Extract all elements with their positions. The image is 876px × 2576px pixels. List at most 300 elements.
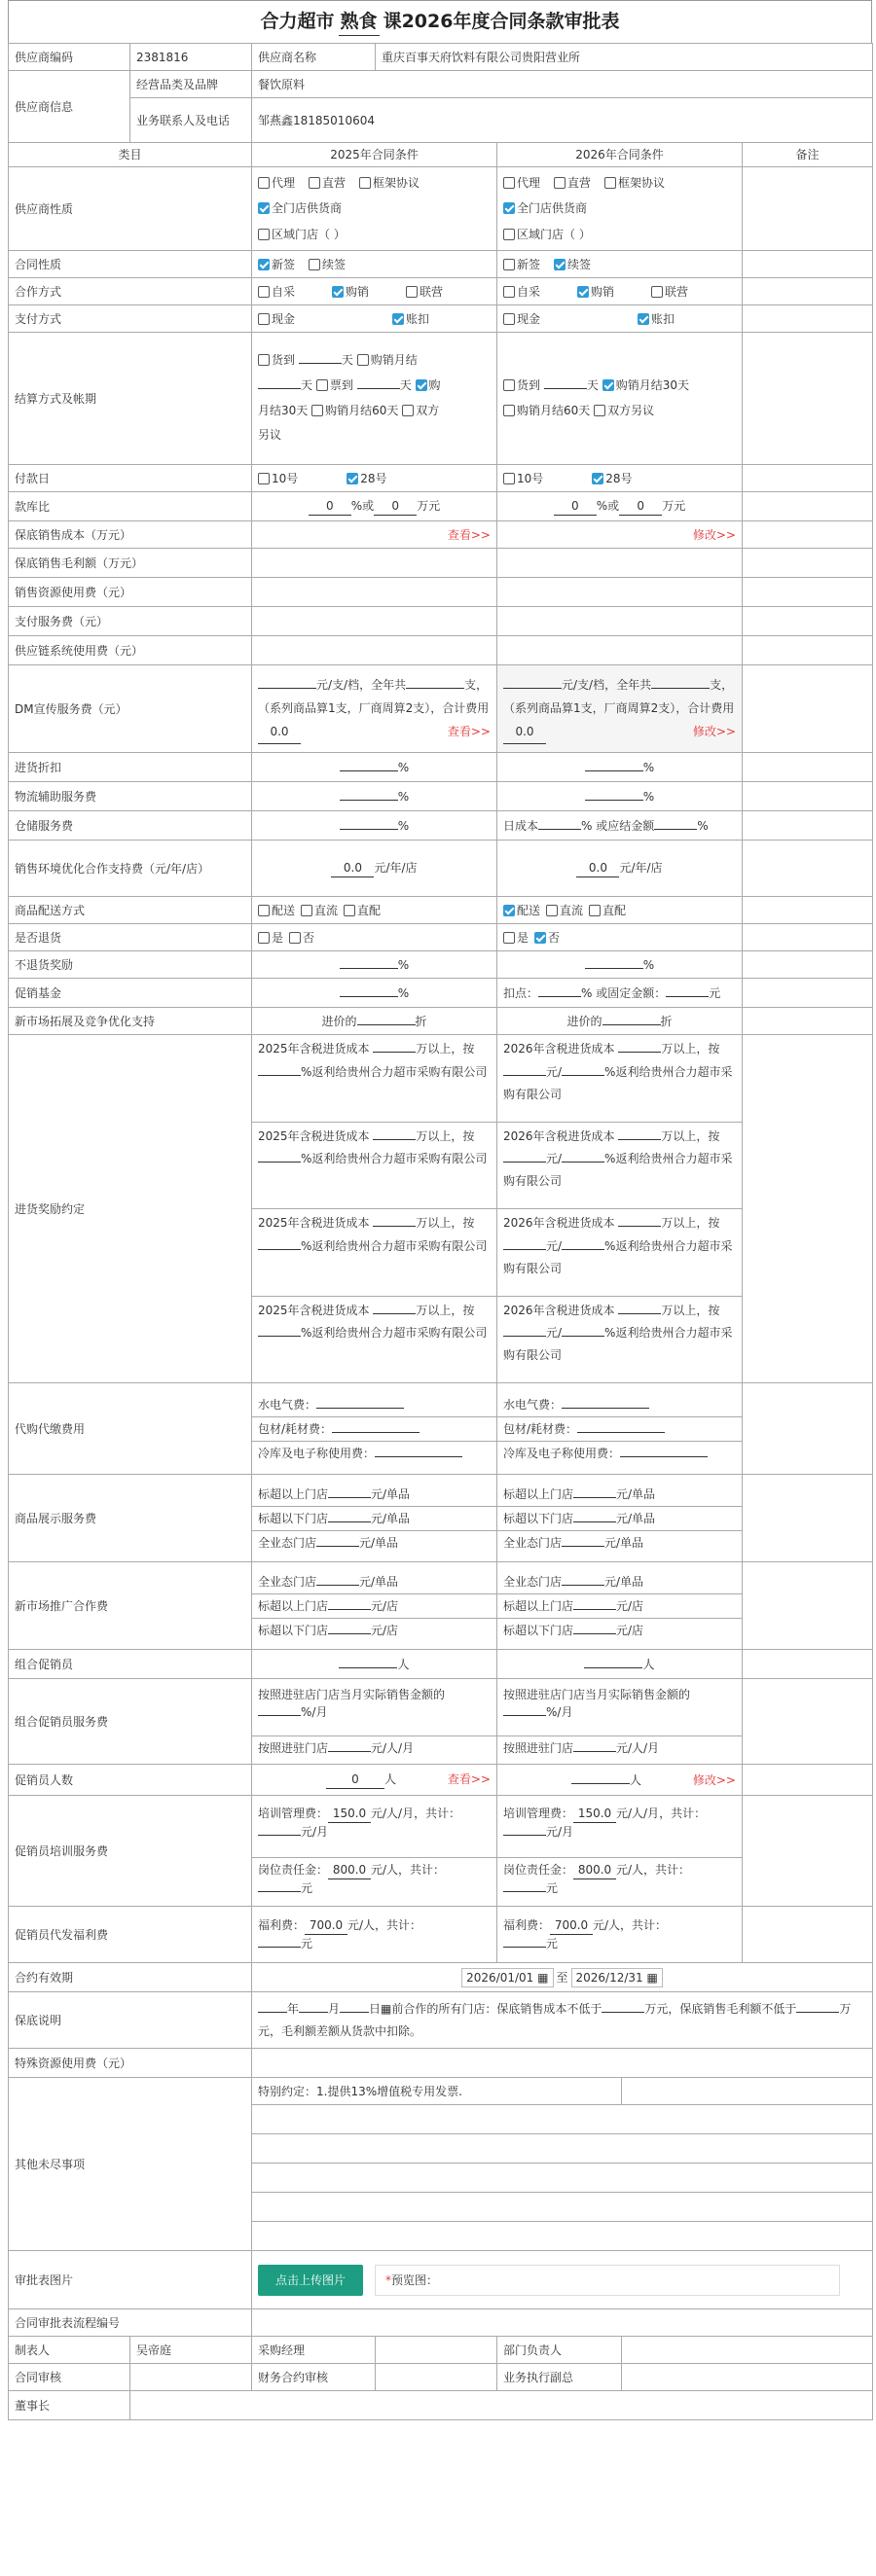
checkbox-checked-icon[interactable] [347, 473, 358, 484]
agency-label: 代购代缴费用 [9, 1383, 252, 1475]
checkbox-icon[interactable] [309, 259, 320, 270]
cell-2026[interactable] [497, 636, 743, 665]
opt-region: 区域门店（ ） [517, 227, 591, 241]
settle-b: 天 [341, 353, 353, 368]
supplier-name: 重庆百事天府饮料有限公司贵阳营业所 [376, 44, 873, 71]
other-line[interactable] [252, 2164, 873, 2193]
day-input[interactable] [340, 2012, 369, 2013]
checkbox-icon[interactable] [406, 286, 418, 298]
gf-row [252, 1683, 496, 1736]
remark-cell[interactable] [743, 492, 873, 521]
dept-head-sign[interactable] [622, 2337, 873, 2364]
rb-d: %返利给贵州合力超市采购有限公司 [503, 1152, 733, 1189]
upload-button[interactable]: 点击上传图片 [258, 2265, 363, 2296]
amount-input[interactable] [373, 1226, 416, 1227]
fee-input[interactable]: 700.0 [305, 1916, 347, 1935]
fee-input[interactable] [577, 1432, 665, 1433]
fee-input[interactable]: 800.0 [573, 1861, 616, 1879]
opt-d28: 28号 [360, 471, 387, 485]
remark-cell[interactable] [743, 782, 873, 811]
fee-input[interactable]: 800.0 [328, 1861, 371, 1879]
amount-input[interactable]: 0 [374, 497, 417, 516]
remark-cell[interactable] [743, 305, 873, 333]
wh-b: % 或应结金额 [581, 818, 655, 833]
opt-frame: 框架协议 [373, 176, 420, 190]
gn-f: 万元，毛利额差额从货款中扣除。 [258, 2001, 852, 2038]
checkbox-icon[interactable] [258, 229, 270, 240]
amount-input[interactable] [618, 1226, 661, 1227]
other-line[interactable] [252, 2105, 873, 2134]
remark-cell[interactable] [743, 1796, 873, 1907]
guarantee-cost-2025 [252, 521, 497, 549]
fee-input[interactable] [316, 1546, 359, 1547]
valid-sep: 至 [556, 1970, 568, 1985]
checkbox-icon[interactable] [311, 405, 323, 416]
nm-b: 折 [660, 1014, 673, 1028]
finance-sign[interactable] [376, 2364, 497, 2391]
amount-input[interactable] [618, 1139, 661, 1140]
tr-b: 元/人/月，共计： [371, 1807, 461, 1821]
amount-input[interactable] [654, 829, 697, 830]
checkbox-icon[interactable] [258, 313, 270, 325]
pct-input[interactable] [585, 800, 643, 801]
remark-cell[interactable] [743, 636, 873, 665]
checkbox-icon[interactable] [402, 405, 414, 416]
fee-input[interactable] [620, 1456, 708, 1457]
rb-c: 元/ [546, 1064, 563, 1079]
display-row [497, 1483, 742, 1507]
total-input[interactable] [258, 1947, 301, 1948]
payday-2026 [497, 465, 743, 492]
checkbox-icon[interactable] [359, 177, 371, 189]
fee-input[interactable] [332, 1432, 420, 1433]
checkbox-icon[interactable] [301, 905, 312, 916]
remark-cell[interactable] [743, 1562, 873, 1650]
view-link[interactable]: 查看>> [447, 725, 491, 739]
pct-input[interactable] [340, 770, 398, 771]
start-date-input[interactable] [461, 1968, 553, 1987]
fee-input[interactable] [328, 1633, 371, 1634]
remark-cell[interactable] [743, 251, 873, 278]
count-input[interactable] [584, 1667, 642, 1668]
tr-d: 岗位责任金： [503, 1863, 574, 1878]
ratio-input[interactable]: 0 [309, 497, 351, 516]
amount-input[interactable] [618, 1052, 661, 1053]
pct-input[interactable] [258, 1162, 301, 1163]
days-input[interactable] [544, 388, 587, 389]
fee-input[interactable]: 150.0 [573, 1805, 616, 1823]
fee-input[interactable]: 150.0 [328, 1805, 371, 1823]
gf-b: %/月 [301, 1705, 328, 1720]
stock-ratio-2025 [252, 492, 497, 521]
np-b: 元/单品 [604, 1574, 644, 1589]
remark-cell[interactable] [743, 465, 873, 492]
rebate-tier [497, 1123, 742, 1210]
checkbox-icon[interactable] [258, 286, 270, 298]
opt-d28: 28号 [605, 471, 633, 485]
person-unit: 人 [642, 1657, 655, 1671]
fee-input[interactable] [573, 1633, 616, 1634]
guarantee-margin-label: 保底销售毛利额（万元） [9, 549, 252, 578]
remark-cell[interactable] [743, 1008, 873, 1035]
checkbox-icon[interactable] [258, 932, 270, 944]
fee-input[interactable] [316, 1408, 404, 1409]
remark-cell[interactable] [743, 897, 873, 924]
checkbox-icon[interactable] [316, 379, 328, 391]
rb-a: 2025年含税进货成本 [258, 1216, 370, 1231]
opt-directdel: 直配 [602, 903, 627, 917]
payday-label: 付款日 [9, 465, 252, 492]
other-line[interactable] [252, 2134, 873, 2164]
rb-b: 万以上，按 [661, 1303, 720, 1317]
pct-input[interactable] [562, 1162, 604, 1163]
days-input[interactable] [357, 388, 400, 389]
cell-2025[interactable] [252, 549, 497, 578]
guarantee-note-label: 保底说明 [9, 1992, 252, 2049]
opt-deduct: 账扣 [406, 311, 430, 326]
checkbox-icon[interactable] [503, 932, 515, 944]
np-a: 全业态门店 [503, 1574, 563, 1589]
gf-row [497, 1736, 742, 1760]
checkbox-icon[interactable] [554, 177, 566, 189]
rb-c: %返利给贵州合力超市采购有限公司 [301, 1326, 488, 1341]
remark-cell[interactable] [743, 167, 873, 251]
opt-directdel: 直配 [357, 903, 382, 917]
maker-name: 吴帝庭 [130, 2337, 252, 2364]
end-date-input[interactable] [571, 1968, 663, 1987]
dp-a: 标超以上门店 [503, 1486, 574, 1501]
total-input[interactable]: 0.0 [258, 720, 301, 744]
discount-input[interactable] [357, 1024, 416, 1025]
pct-input[interactable] [538, 996, 581, 997]
checkbox-checked-icon[interactable] [258, 202, 270, 214]
remark-cell[interactable] [743, 811, 873, 841]
checkbox-icon[interactable] [546, 905, 558, 916]
modify-link[interactable]: 修改>> [692, 725, 736, 739]
env-input[interactable]: 0.0 [331, 859, 374, 877]
pct-input[interactable] [258, 1249, 301, 1250]
remark-cell[interactable] [743, 1475, 873, 1562]
remark-cell[interactable] [743, 665, 873, 753]
rb-b: 万以上，按 [416, 1303, 475, 1317]
dp-c: 标超以下门店 [258, 1511, 329, 1525]
checkbox-icon[interactable] [589, 905, 601, 916]
price-input[interactable] [503, 1336, 546, 1337]
days-input[interactable] [258, 388, 301, 389]
count-input[interactable] [571, 1783, 630, 1784]
remark-cell[interactable] [743, 1035, 873, 1383]
checkbox-icon[interactable] [357, 354, 369, 366]
fee-input[interactable] [328, 1497, 371, 1498]
ag-b: 包材/耗材费： [258, 1421, 333, 1436]
discount-2026 [497, 753, 743, 782]
fee-input[interactable] [562, 1546, 604, 1547]
cell-2026[interactable] [497, 607, 743, 636]
settle-d: 购销月结60天 [517, 403, 591, 417]
checkbox-icon[interactable] [309, 177, 320, 189]
gf-b: %/月 [546, 1705, 573, 1720]
checkbox-icon[interactable] [604, 177, 616, 189]
checkbox-icon[interactable] [651, 286, 663, 298]
checkbox-checked-icon[interactable] [602, 379, 614, 391]
tr-b: 元/人/月，共计： [616, 1807, 707, 1821]
settle-d: 天 [301, 377, 313, 392]
fee-input[interactable] [328, 1609, 371, 1610]
remark-cell[interactable] [743, 578, 873, 607]
cell-2025[interactable] [252, 636, 497, 665]
contact-label: 业务联系人及电话 [130, 98, 252, 143]
checkbox-checked-icon[interactable] [332, 286, 344, 298]
chairman-sign[interactable] [130, 2391, 873, 2420]
checkbox-icon[interactable] [503, 473, 515, 484]
flow-value[interactable] [252, 2309, 873, 2337]
amount-input[interactable] [666, 996, 709, 997]
pct-input[interactable] [340, 829, 398, 830]
pct-input[interactable] [340, 968, 398, 969]
gn-b: 月 [328, 2001, 341, 2016]
checkbox-checked-icon[interactable] [592, 473, 603, 484]
price-input[interactable] [503, 1249, 546, 1250]
settle-a: 货到 [272, 353, 296, 368]
pct-input[interactable] [585, 770, 643, 771]
gn-c: 日 [369, 2001, 382, 2016]
days-input[interactable] [299, 363, 342, 364]
cell-2026[interactable] [497, 578, 743, 607]
ratio-mid: %或 [596, 499, 620, 514]
ag-b: 包材/耗材费： [503, 1421, 578, 1436]
fee-input[interactable] [375, 1456, 462, 1457]
price-input[interactable] [258, 688, 316, 689]
rebate-tier [497, 1209, 742, 1297]
wf-a: 福利费： [258, 1918, 306, 1933]
cost-input[interactable] [602, 2012, 644, 2013]
cell-2025[interactable] [252, 607, 497, 636]
pct-input[interactable] [340, 996, 398, 997]
discount-input[interactable] [602, 1024, 661, 1025]
settle-2025 [252, 333, 497, 465]
amount-input[interactable] [373, 1052, 416, 1053]
checkbox-checked-icon[interactable] [638, 313, 649, 325]
remark-cell[interactable] [743, 924, 873, 951]
count-input[interactable] [339, 1667, 397, 1668]
dp-b: 元/单品 [359, 1535, 399, 1550]
amount-input[interactable] [373, 1313, 416, 1314]
checkbox-icon[interactable] [503, 229, 515, 240]
chairman-label: 董事长 [9, 2391, 130, 2420]
discount-2025 [252, 753, 497, 782]
remark-cell[interactable] [743, 1679, 873, 1765]
remark-cell[interactable] [743, 1765, 873, 1796]
cell-2026[interactable] [497, 549, 743, 578]
buyer-sign[interactable] [376, 2337, 497, 2364]
checkbox-checked-icon[interactable] [503, 905, 515, 916]
remark-cell[interactable] [743, 951, 873, 979]
remark-cell[interactable] [743, 979, 873, 1008]
checkbox-icon[interactable] [503, 313, 515, 325]
amount-input[interactable] [373, 1139, 416, 1140]
other-line-1[interactable]: 特别约定：1.提供13%增值税专用发票. [252, 2078, 622, 2105]
checkbox-icon[interactable] [503, 405, 515, 416]
remark-cell[interactable] [743, 1907, 873, 1963]
checkbox-checked-icon[interactable] [554, 259, 566, 270]
other-line[interactable] [252, 2222, 873, 2251]
promo-fund-label: 促销基金 [9, 979, 252, 1008]
checkbox-checked-icon[interactable] [577, 286, 589, 298]
dp-d: 全业态门店 [258, 1535, 317, 1550]
remark-cell[interactable] [743, 521, 873, 549]
ratio-mid: %或 [350, 499, 375, 514]
opt-deduct: 账扣 [651, 311, 675, 326]
dm-t1: 元/支/档，全年共 [562, 678, 652, 693]
newmarket-label: 新市场拓展及竞争优化支持 [9, 1008, 252, 1035]
rb-c: %返利给贵州合力超市采购有限公司 [301, 1152, 488, 1166]
remark-cell[interactable] [743, 278, 873, 305]
checkbox-icon[interactable] [503, 286, 515, 298]
opt-new: 新签 [272, 257, 296, 271]
remark-cell[interactable] [743, 753, 873, 782]
total-input[interactable] [503, 1947, 546, 1948]
modify-link[interactable]: 修改>> [692, 527, 736, 542]
view-link[interactable]: 查看>> [447, 1772, 491, 1787]
other-line[interactable] [252, 2193, 873, 2222]
gf-c: 按照进驻门店 [258, 1741, 329, 1756]
checkbox-icon[interactable] [594, 405, 605, 416]
audit-sign[interactable] [130, 2364, 252, 2391]
title-blank-category[interactable]: 熟食 [339, 8, 380, 37]
remark-cell[interactable] [743, 333, 873, 465]
month-input[interactable] [299, 2012, 328, 2013]
pct-input[interactable] [538, 829, 581, 830]
checkbox-icon[interactable] [258, 354, 270, 366]
title-suffix: 课2026年度合同条款审批表 [383, 11, 620, 33]
np-row [497, 1594, 742, 1619]
view-link[interactable]: 查看>> [447, 527, 491, 542]
fee-input[interactable] [562, 1585, 604, 1586]
margin-input[interactable] [796, 2012, 839, 2013]
fee-input[interactable] [573, 1497, 616, 1498]
np-d: 元/店 [371, 1598, 399, 1613]
logistics-2025 [252, 782, 497, 811]
total-input[interactable]: 0.0 [503, 720, 546, 744]
checkbox-checked-icon[interactable] [503, 202, 515, 214]
pct-input[interactable] [258, 1336, 301, 1337]
calendar-icon[interactable]: ▦ [381, 2001, 392, 2016]
cell-2025[interactable] [252, 578, 497, 607]
rebate-tier [252, 1209, 496, 1297]
fee-input[interactable] [328, 1751, 371, 1752]
biz-vp-label: 业务执行副总 [497, 2364, 622, 2391]
other-line-1-extra[interactable] [622, 2078, 873, 2105]
staff-count-2025 [252, 1765, 497, 1796]
price-input[interactable] [503, 688, 562, 689]
total-input[interactable] [503, 1835, 546, 1836]
biz-vp-sign[interactable] [622, 2364, 873, 2391]
form-table [8, 43, 873, 2420]
checkbox-icon[interactable] [503, 379, 515, 391]
display-row [497, 1507, 742, 1531]
remark-cell[interactable] [743, 1383, 873, 1475]
checkbox-icon[interactable] [258, 473, 270, 484]
pct-input[interactable] [258, 1715, 301, 1716]
ratio-unit: 万元 [417, 499, 441, 514]
pct-sign: % [397, 789, 410, 804]
fee-input[interactable] [573, 1751, 616, 1752]
gf-a: 按照进驻店门店当月实际销售金额的 [503, 1688, 691, 1702]
checkbox-checked-icon[interactable] [392, 313, 404, 325]
checkbox-icon[interactable] [289, 932, 301, 944]
np-row [497, 1619, 742, 1642]
opt-d10: 10号 [517, 471, 544, 485]
rebate-tier [497, 1035, 742, 1123]
rb-b: 万以上，按 [416, 1042, 475, 1056]
agency-row [497, 1393, 742, 1417]
tr-row [497, 1802, 742, 1858]
checkbox-checked-icon[interactable] [258, 259, 270, 270]
checkbox-icon[interactable] [503, 177, 515, 189]
price-input[interactable] [503, 1075, 546, 1076]
pct-input[interactable] [503, 1715, 546, 1716]
checkbox-icon[interactable] [258, 905, 270, 916]
checkbox-icon[interactable] [503, 259, 515, 270]
remark-cell[interactable] [743, 841, 873, 897]
person-unit: 人 [397, 1657, 410, 1671]
nm-b: 折 [415, 1014, 427, 1028]
count-input[interactable]: 0 [326, 1771, 384, 1789]
checkbox-checked-icon[interactable] [534, 932, 546, 944]
fee-input[interactable] [573, 1609, 616, 1610]
fee-input[interactable] [562, 1408, 649, 1409]
checkbox-checked-icon[interactable] [416, 379, 427, 391]
group-staff-2026 [497, 1650, 743, 1679]
remark-cell[interactable] [743, 549, 873, 578]
total-input[interactable] [503, 1891, 546, 1892]
remark-cell[interactable] [743, 1650, 873, 1679]
amount-input[interactable]: 0 [619, 497, 662, 516]
pct-input[interactable] [562, 1336, 604, 1337]
pct-input[interactable] [585, 968, 643, 969]
count-input[interactable] [406, 688, 464, 689]
total-input[interactable] [258, 1835, 301, 1836]
remark-cell[interactable] [743, 607, 873, 636]
total-input[interactable] [258, 1891, 301, 1892]
fee-input[interactable]: 700.0 [550, 1916, 593, 1935]
amount-input[interactable] [618, 1313, 661, 1314]
pct-input[interactable] [340, 800, 398, 801]
checkbox-icon[interactable] [344, 905, 355, 916]
newpromo-2026 [497, 1562, 743, 1650]
count-input[interactable] [651, 688, 710, 689]
year-input[interactable] [258, 2012, 287, 2013]
price-input[interactable] [503, 1162, 546, 1163]
special-value[interactable] [252, 2049, 873, 2078]
ratio-input[interactable]: 0 [554, 497, 597, 516]
checkbox-icon[interactable] [258, 177, 270, 189]
pct-input[interactable] [258, 1075, 301, 1076]
pct-sign: % [397, 957, 410, 972]
modify-link[interactable]: 修改>> [692, 1772, 736, 1787]
env-input[interactable]: 0.0 [576, 859, 619, 877]
pct-input[interactable] [562, 1075, 604, 1076]
settle-j: 双方 [416, 403, 440, 417]
wf-c: 元 [301, 1937, 313, 1951]
fee-input[interactable] [328, 1521, 371, 1522]
fee-input[interactable] [573, 1521, 616, 1522]
pct-input[interactable] [562, 1249, 604, 1250]
rb-d: %返利给贵州合力超市采购有限公司 [503, 1326, 733, 1363]
display-row [252, 1507, 496, 1531]
rb-a: 2026年含税进货成本 [503, 1216, 615, 1231]
fee-input[interactable] [316, 1585, 359, 1586]
